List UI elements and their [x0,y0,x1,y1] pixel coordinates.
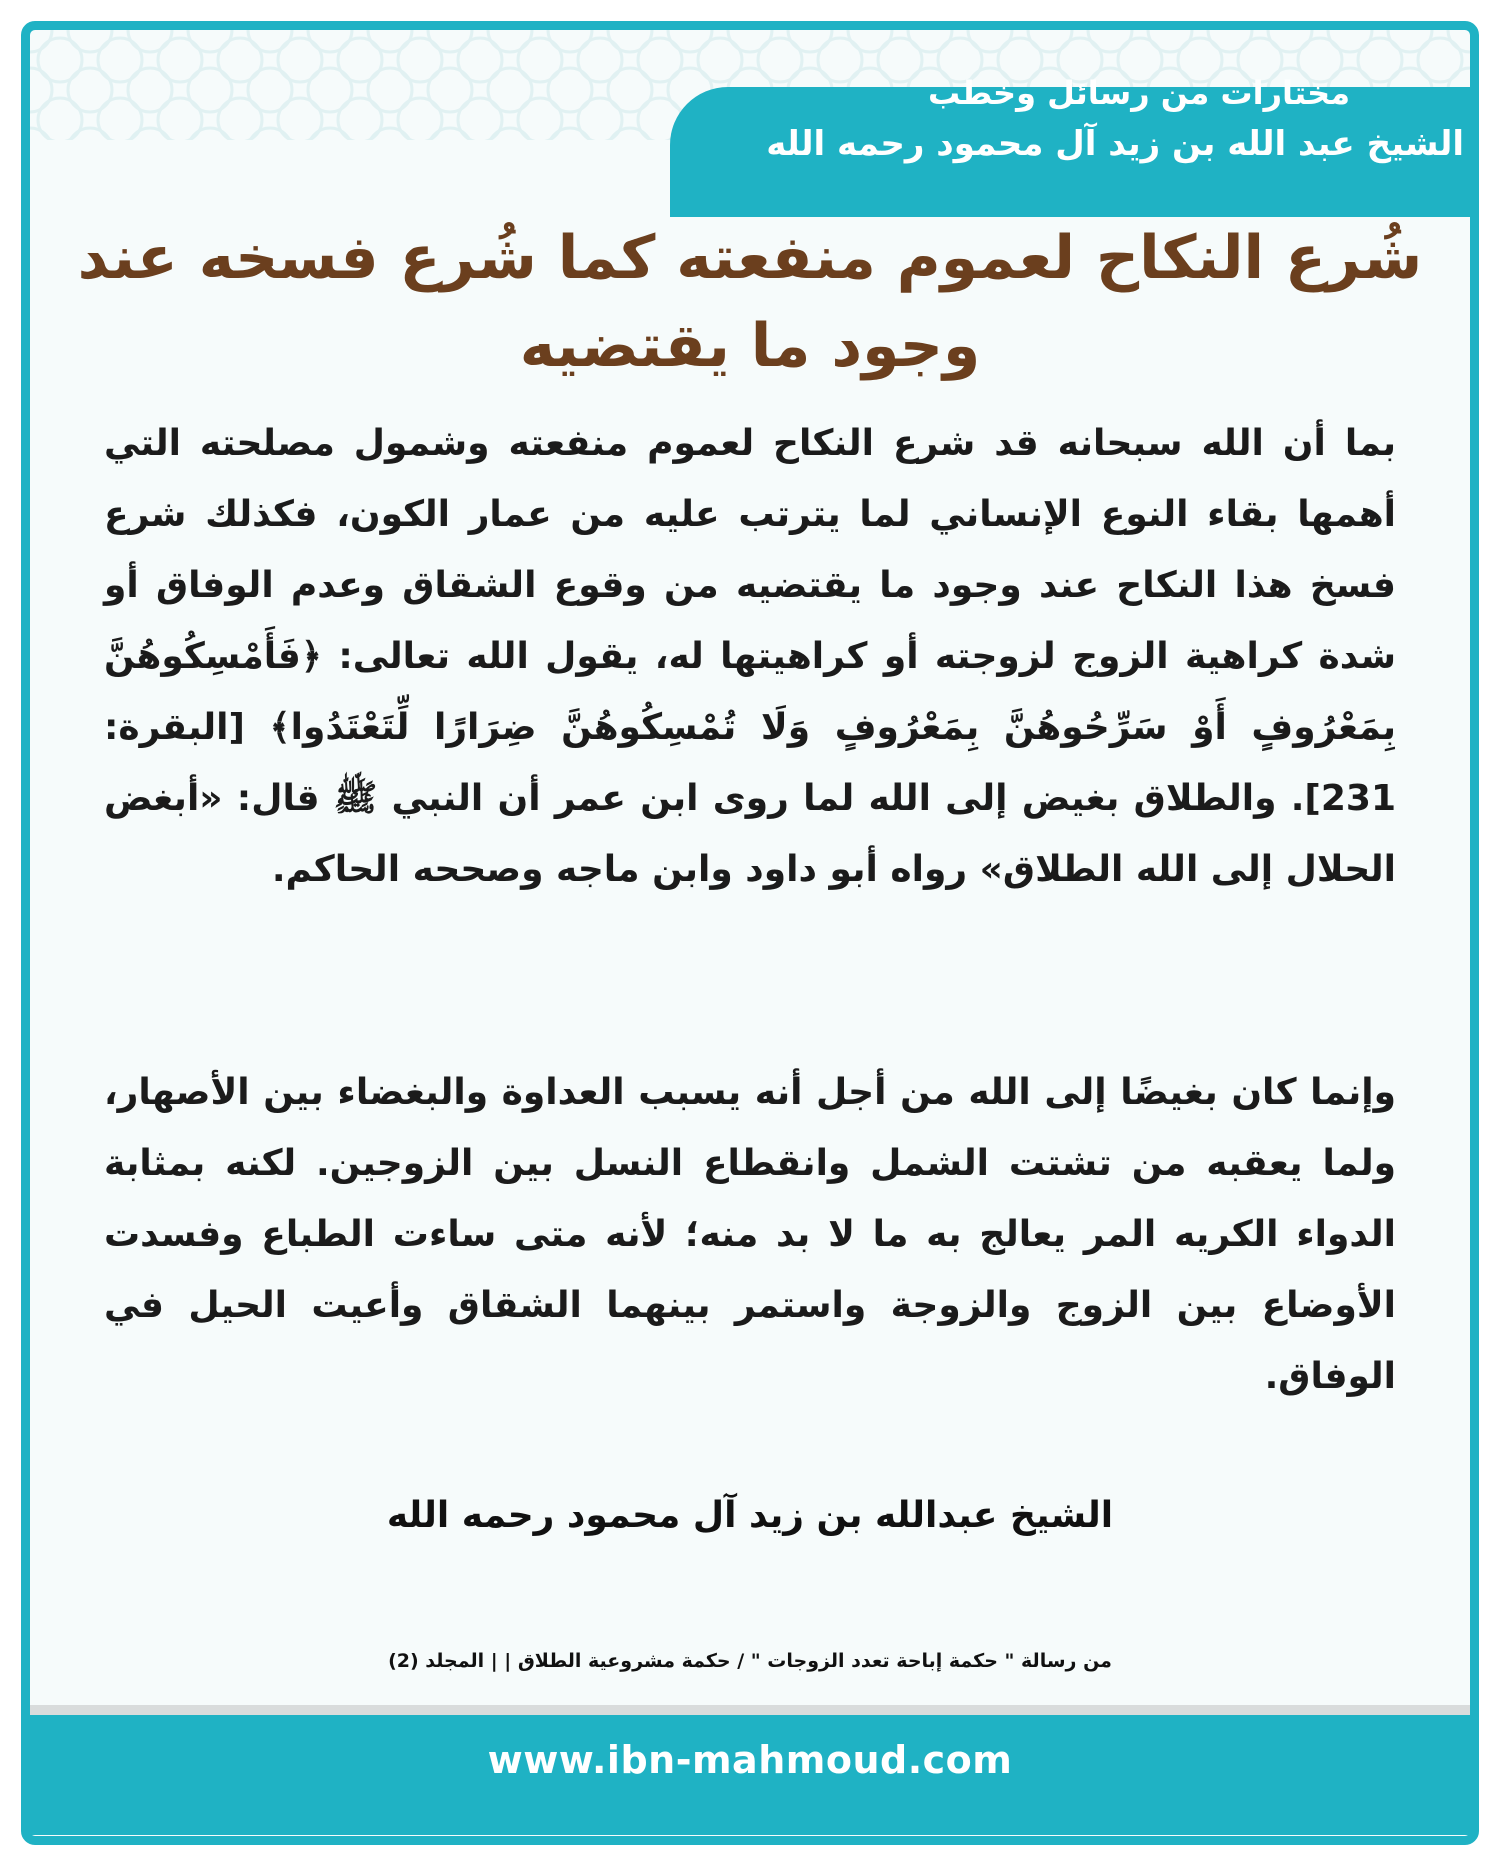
source-citation: من رسالة " حكمة إباحة تعدد الزوجات " / حكمة مشروعية الطلاق | | المجلد (2) [388,1650,1112,1672]
author-signature: الشيخ عبدالله بن زيد آل محمود رحمه الله [386,1495,1114,1536]
header-series-title: مختارات من رسائل وخطب [927,74,1350,112]
footer-divider [30,1705,1470,1715]
body-paragraph-2: وإنما كان بغيضًا إلى الله من أجل أنه يسبب العداوة والبغضاء بين الأصهار، ولما يعقبه من تشتت الشمل وانقطاع النسل بين الزوجين. لكنه بمثابة الدواء الكريه المر يعالج به ما لا بد منه؛ لأنه متى ساءت الطباع وفسدت الأوضاع بين الزوج والزوجة واستمر بينهما الشقاق وأعيت الحيل في الوفاق. [104,1072,1396,1397]
article-title: شُرع النكاح لعموم منفعته كما شُرع فسخه عند وجود ما يقتضيه [77,223,1423,381]
website-link[interactable]: www.ibn-mahmoud.com [487,1738,1013,1782]
body-paragraph-1: بما أن الله سبحانه قد شرع النكاح لعموم منفعته وشمول مصلحته التي أهمها بقاء النوع الإنساني لما يترتب عليه من عمار الكون، فكذلك شرع فسخ هذا النكاح عند وجود ما يقتضيه من وقوع الشقاق وعدم الوفاق أو شدة كراهية الزوج لزوجته أو كراهيتها له، يقول الله تعالى: ﴿فَأَمْسِكُوهُنَّ بِمَعْرُوفٍ أَوْ سَرِّحُوهُنَّ بِمَعْرُوفٍ وَلَا تُمْسِكُوهُنَّ ضِرَارًا لِّتَعْتَدُوا﴾ [البقرة: 231]. والطلاق بغيض إلى الله لما روى ابن عمر أن النبي ﷺ قال: «أبغض الحلال إلى الله الطلاق» رواه أبو داود وابن ماجه وصححه الحاكم. [104,423,1396,890]
header-author-name: الشيخ عبد الله بن زيد آل محمود رحمه الله [766,124,1464,164]
